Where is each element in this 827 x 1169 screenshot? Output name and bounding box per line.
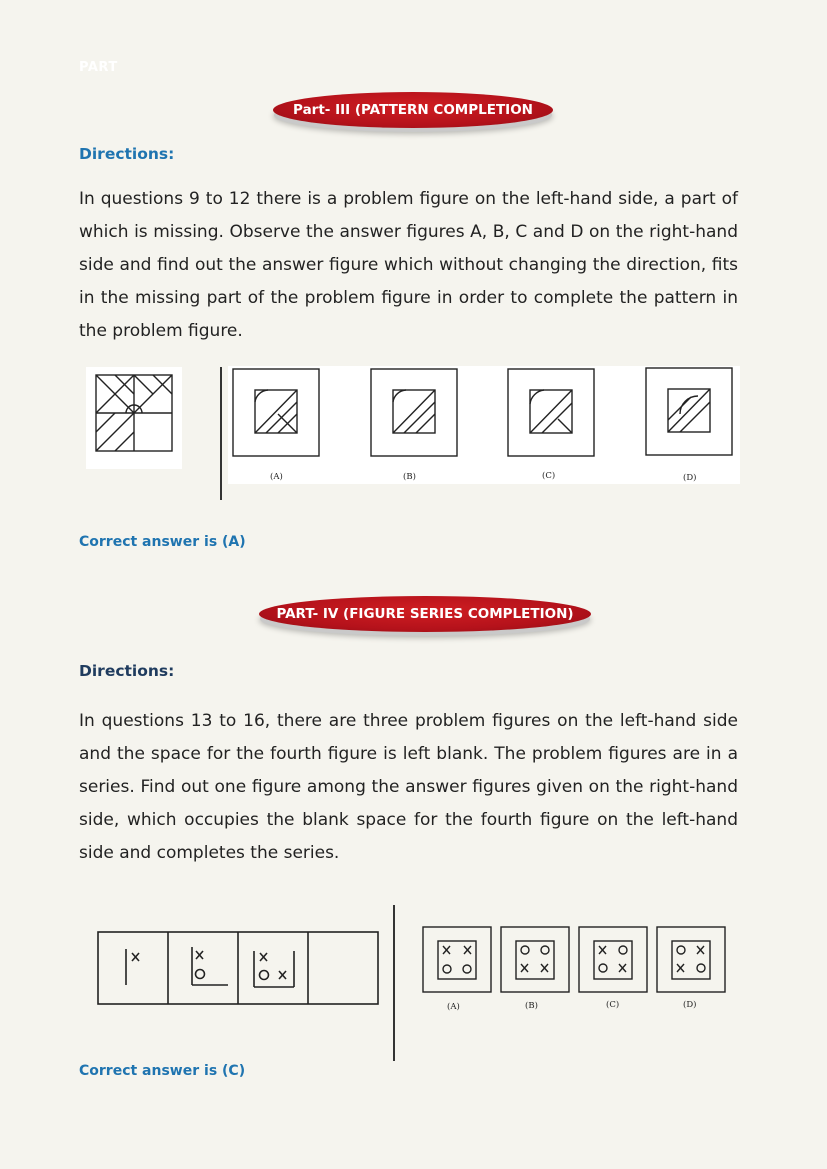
option-b-label: (B) <box>525 1001 538 1011</box>
option-a-label: (A) <box>270 472 283 482</box>
section-banner-pattern-completion <box>273 92 553 128</box>
option-a-label: (A) <box>447 1002 460 1012</box>
correct-answer-part4: Correct answer is (C) <box>79 1063 246 1079</box>
divider-line <box>393 905 395 1061</box>
option-d-figure <box>657 927 725 992</box>
option-d-label: (D) <box>683 1000 697 1010</box>
option-c-label: (C) <box>542 471 556 481</box>
answer-figures-pattern <box>228 366 740 484</box>
option-c-figure <box>579 927 647 992</box>
problem-figure-pattern <box>86 367 182 469</box>
header-mark: PART <box>79 60 118 75</box>
section-banner-figure-series <box>259 596 591 632</box>
banner-title: PART- IV (FIGURE SERIES COMPLETION) <box>276 606 574 622</box>
problem-figures-series <box>96 929 380 1007</box>
directions-heading: Directions: <box>79 662 175 680</box>
divider-line <box>220 367 222 500</box>
option-b-label: (B) <box>403 472 416 482</box>
correct-answer-part3: Correct answer is (A) <box>79 534 246 550</box>
banner-title: Part- III (PATTERN COMPLETION <box>293 102 533 118</box>
option-b-figure <box>501 927 569 992</box>
option-a-figure <box>423 927 491 992</box>
directions-paragraph: In questions 9 to 12 there is a problem figure on the left-hand side, a part of which is missing. Observe the answer figures A, B, C and D on the right-hand side and find out the answer figure which without changing the direction, fits in the missing part of the problem figure in order to complete the pattern in the problem figure. <box>79 189 738 341</box>
option-c-label: (C) <box>606 1000 620 1010</box>
answer-figures-series <box>420 924 730 1014</box>
directions-heading: Directions: <box>79 145 175 163</box>
option-d-label: (D) <box>683 473 697 483</box>
directions-paragraph: In questions 13 to 16, there are three problem figures on the left-hand side and the space for the fourth figure is left blank. The problem figures are in a series. Find out one figure among the answer figures given on the right-hand side, which occupies the blank space for the fourth figure on the left-hand side and completes the series. <box>79 711 738 863</box>
